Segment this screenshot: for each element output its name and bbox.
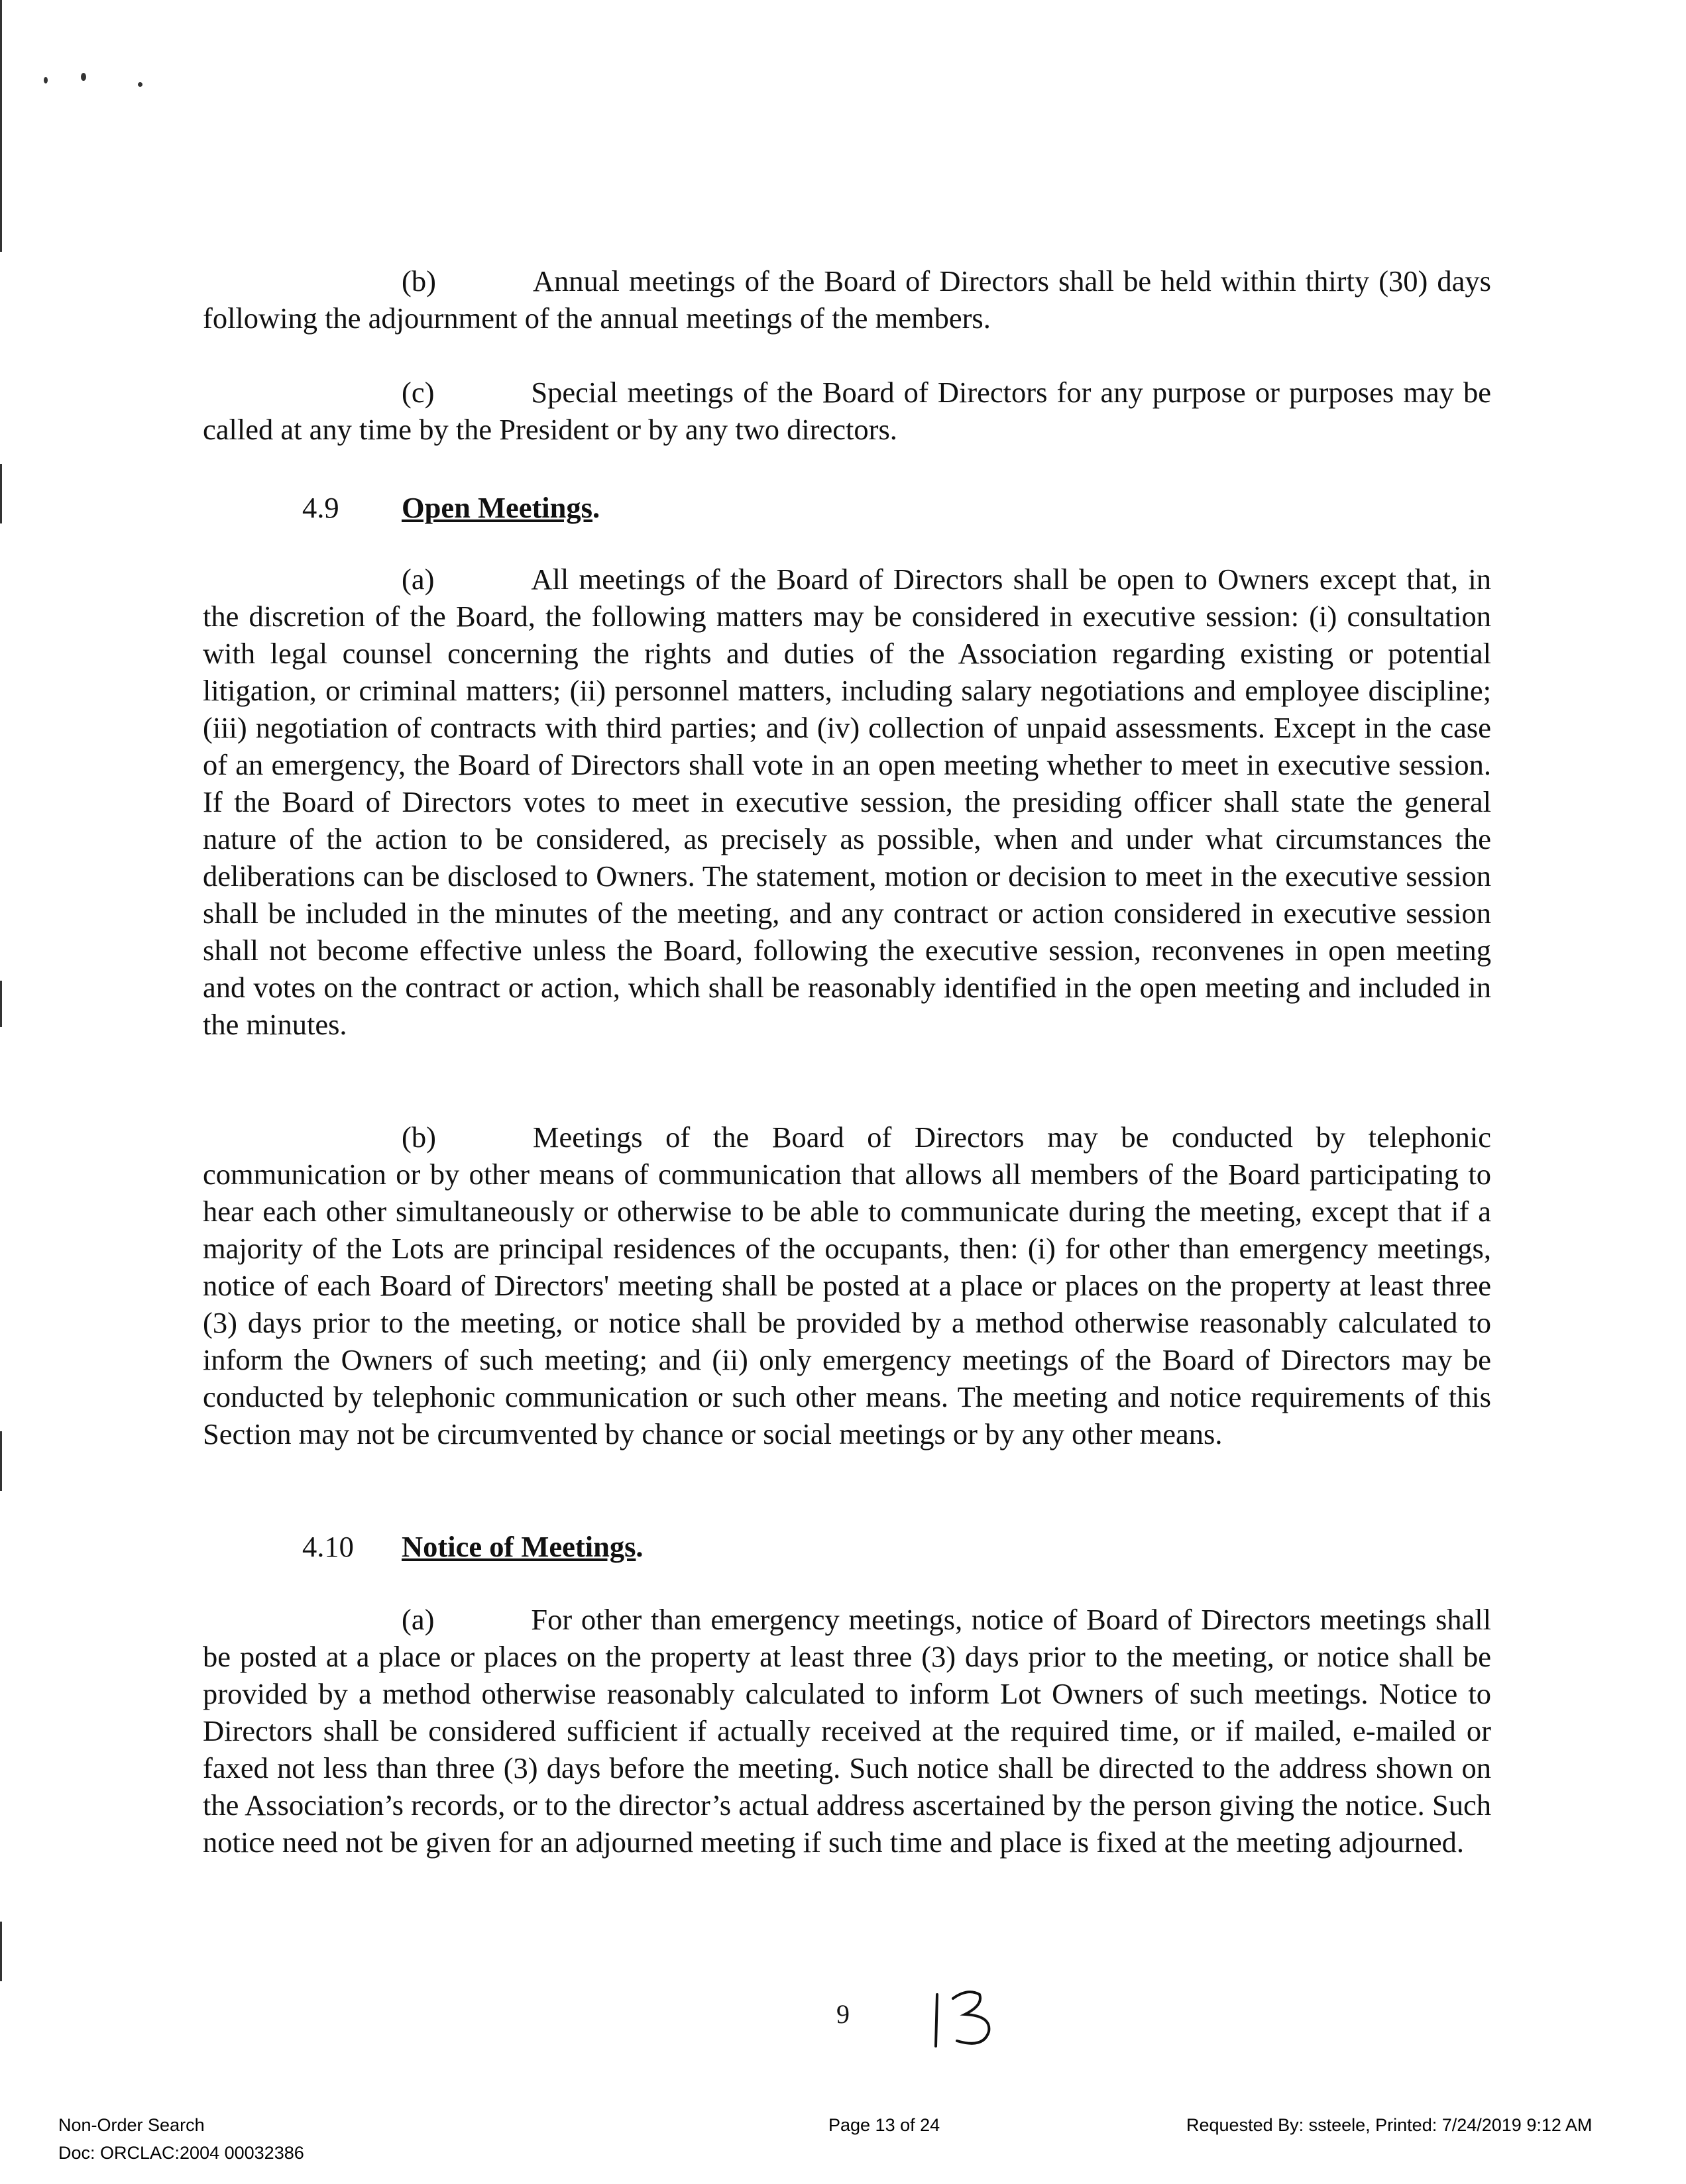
- paragraph-label: (c): [402, 376, 435, 409]
- scan-speck: [44, 77, 48, 83]
- paragraph-label: (a): [402, 1603, 435, 1636]
- scan-edge-mark: [0, 0, 2, 252]
- section-title-period: .: [636, 1530, 644, 1563]
- paragraph-annual-meetings: [203, 262, 1491, 337]
- footer-doc-id: Doc: ORCLAC:2004 00032386: [58, 2143, 304, 2163]
- scan-edge-mark: [0, 1922, 2, 1981]
- paragraph-text: Meetings of the Board of Directors may be conducted by telephonic communication or by other means of communication that allows all members of the Board participating to hear each other simultaneously or otherwise to be able to communicate during the meeting, except that if a majority of the Lots are principal residences of the occupants, then: (i) for other than emergency meetings, notice of each Board of Directors' meeting shall be posted at a place or places on the property at least three (3) days prior to the meeting, or notice shall be provided by a method otherwise reasonably calculated to inform the Owners of such meeting; and (ii) only emergency meetings of the Board of Directors may be conducted by telephonic communication or such other means. The meeting and notice requirements of this Section may not be circumvented by chance or social meetings or by any other means.: [203, 1120, 1491, 1450]
- paragraph-label: (b): [402, 1120, 436, 1154]
- paragraph-text: Special meetings of the Board of Directors for any purpose or purposes may be called at any time by the President or by any two directors.: [203, 376, 1491, 446]
- scan-speck: [138, 82, 142, 87]
- scan-edge-mark: [0, 1431, 2, 1491]
- section-number: 4.10: [302, 1530, 354, 1563]
- handwritten-13-drawing: [928, 1985, 1001, 2051]
- section-title-text: Notice of Meetings: [402, 1530, 636, 1563]
- scan-speck: [81, 73, 86, 81]
- footer-page-of: Page 13 of 24: [828, 2115, 940, 2135]
- paragraph-notice-of-meetings-a: [203, 1601, 1491, 1861]
- footer-requested-by: Requested By: ssteele, Printed: 7/24/2019 9:12 AM: [1186, 2115, 1593, 2135]
- footer-search-type: Non-Order Search: [58, 2115, 205, 2135]
- section-title-text: Open Meetings: [402, 491, 592, 524]
- paragraph-label: (b): [402, 264, 436, 298]
- scan-edge-mark: [0, 981, 2, 1027]
- page-number: 9: [836, 1999, 850, 2029]
- section-number: 4.9: [302, 491, 339, 524]
- paragraph-open-meetings-a: [203, 561, 1491, 1043]
- section-title: [402, 1528, 644, 1565]
- paragraph-text: Annual meetings of the Board of Directors shall be held within thirty (30) days following the adjournment of the annual meetings of the members.: [203, 264, 1491, 335]
- paragraph-text: All meetings of the Board of Directors shall be open to Owners except that, in the discretion of the Board, the following matters may be considered in executive session: (i) consultation with legal counsel concerning the rights and duties of the Association regarding existing or potential litigation, or criminal matters; (ii) personnel matters, including salary negotiations and employee discipline; (iii) negotiation of contracts with third parties; and (iv) collection of unpaid assessments. Except in the case of an emergency, the Board of Directors shall vote in an open meeting whether to meet in executive session. If the Board of Directors votes to meet in executive session, the presiding officer shall state the general nature of the action to be considered, as precisely as possible, when and under what circumstances the deliberations can be disclosed to Owners. The statement, motion or decision to meet in the executive session shall be included in the minutes of the meeting, and any contract or action considered in executive session shall not become effective unless the Board, following the executive session, reconvenes in open meeting and votes on the contract or action, which shall be reasonably identified in the open meeting and included in the minutes.: [203, 563, 1491, 1041]
- section-title-period: .: [592, 491, 600, 524]
- scan-edge-mark: [0, 464, 2, 523]
- paragraph-open-meetings-b: [203, 1119, 1491, 1452]
- paragraph-text: For other than emergency meetings, notice of Board of Directors meetings shall be posted at a place or places on the property at least three (3) days prior to the meeting, or notice shall be provided by a method otherwise reasonably calculated to inform Lot Owners of such meetings. Notice to Directors shall be considered sufficient if actually received at the required time, or if mailed, e-mailed or faxed not less than three (3) days before the meeting. Such notice shall be directed to the address shown on the Association’s records, or to the director’s actual address ascertained by the person giving the notice. Such notice need not be given for an adjourned meeting if such time and place is fixed at the meeting adjourned.: [203, 1603, 1491, 1859]
- handwritten-page-number: [928, 1985, 1001, 2051]
- paragraph-special-meetings: [203, 374, 1491, 448]
- section-title: [402, 489, 600, 526]
- paragraph-label: (a): [402, 563, 435, 596]
